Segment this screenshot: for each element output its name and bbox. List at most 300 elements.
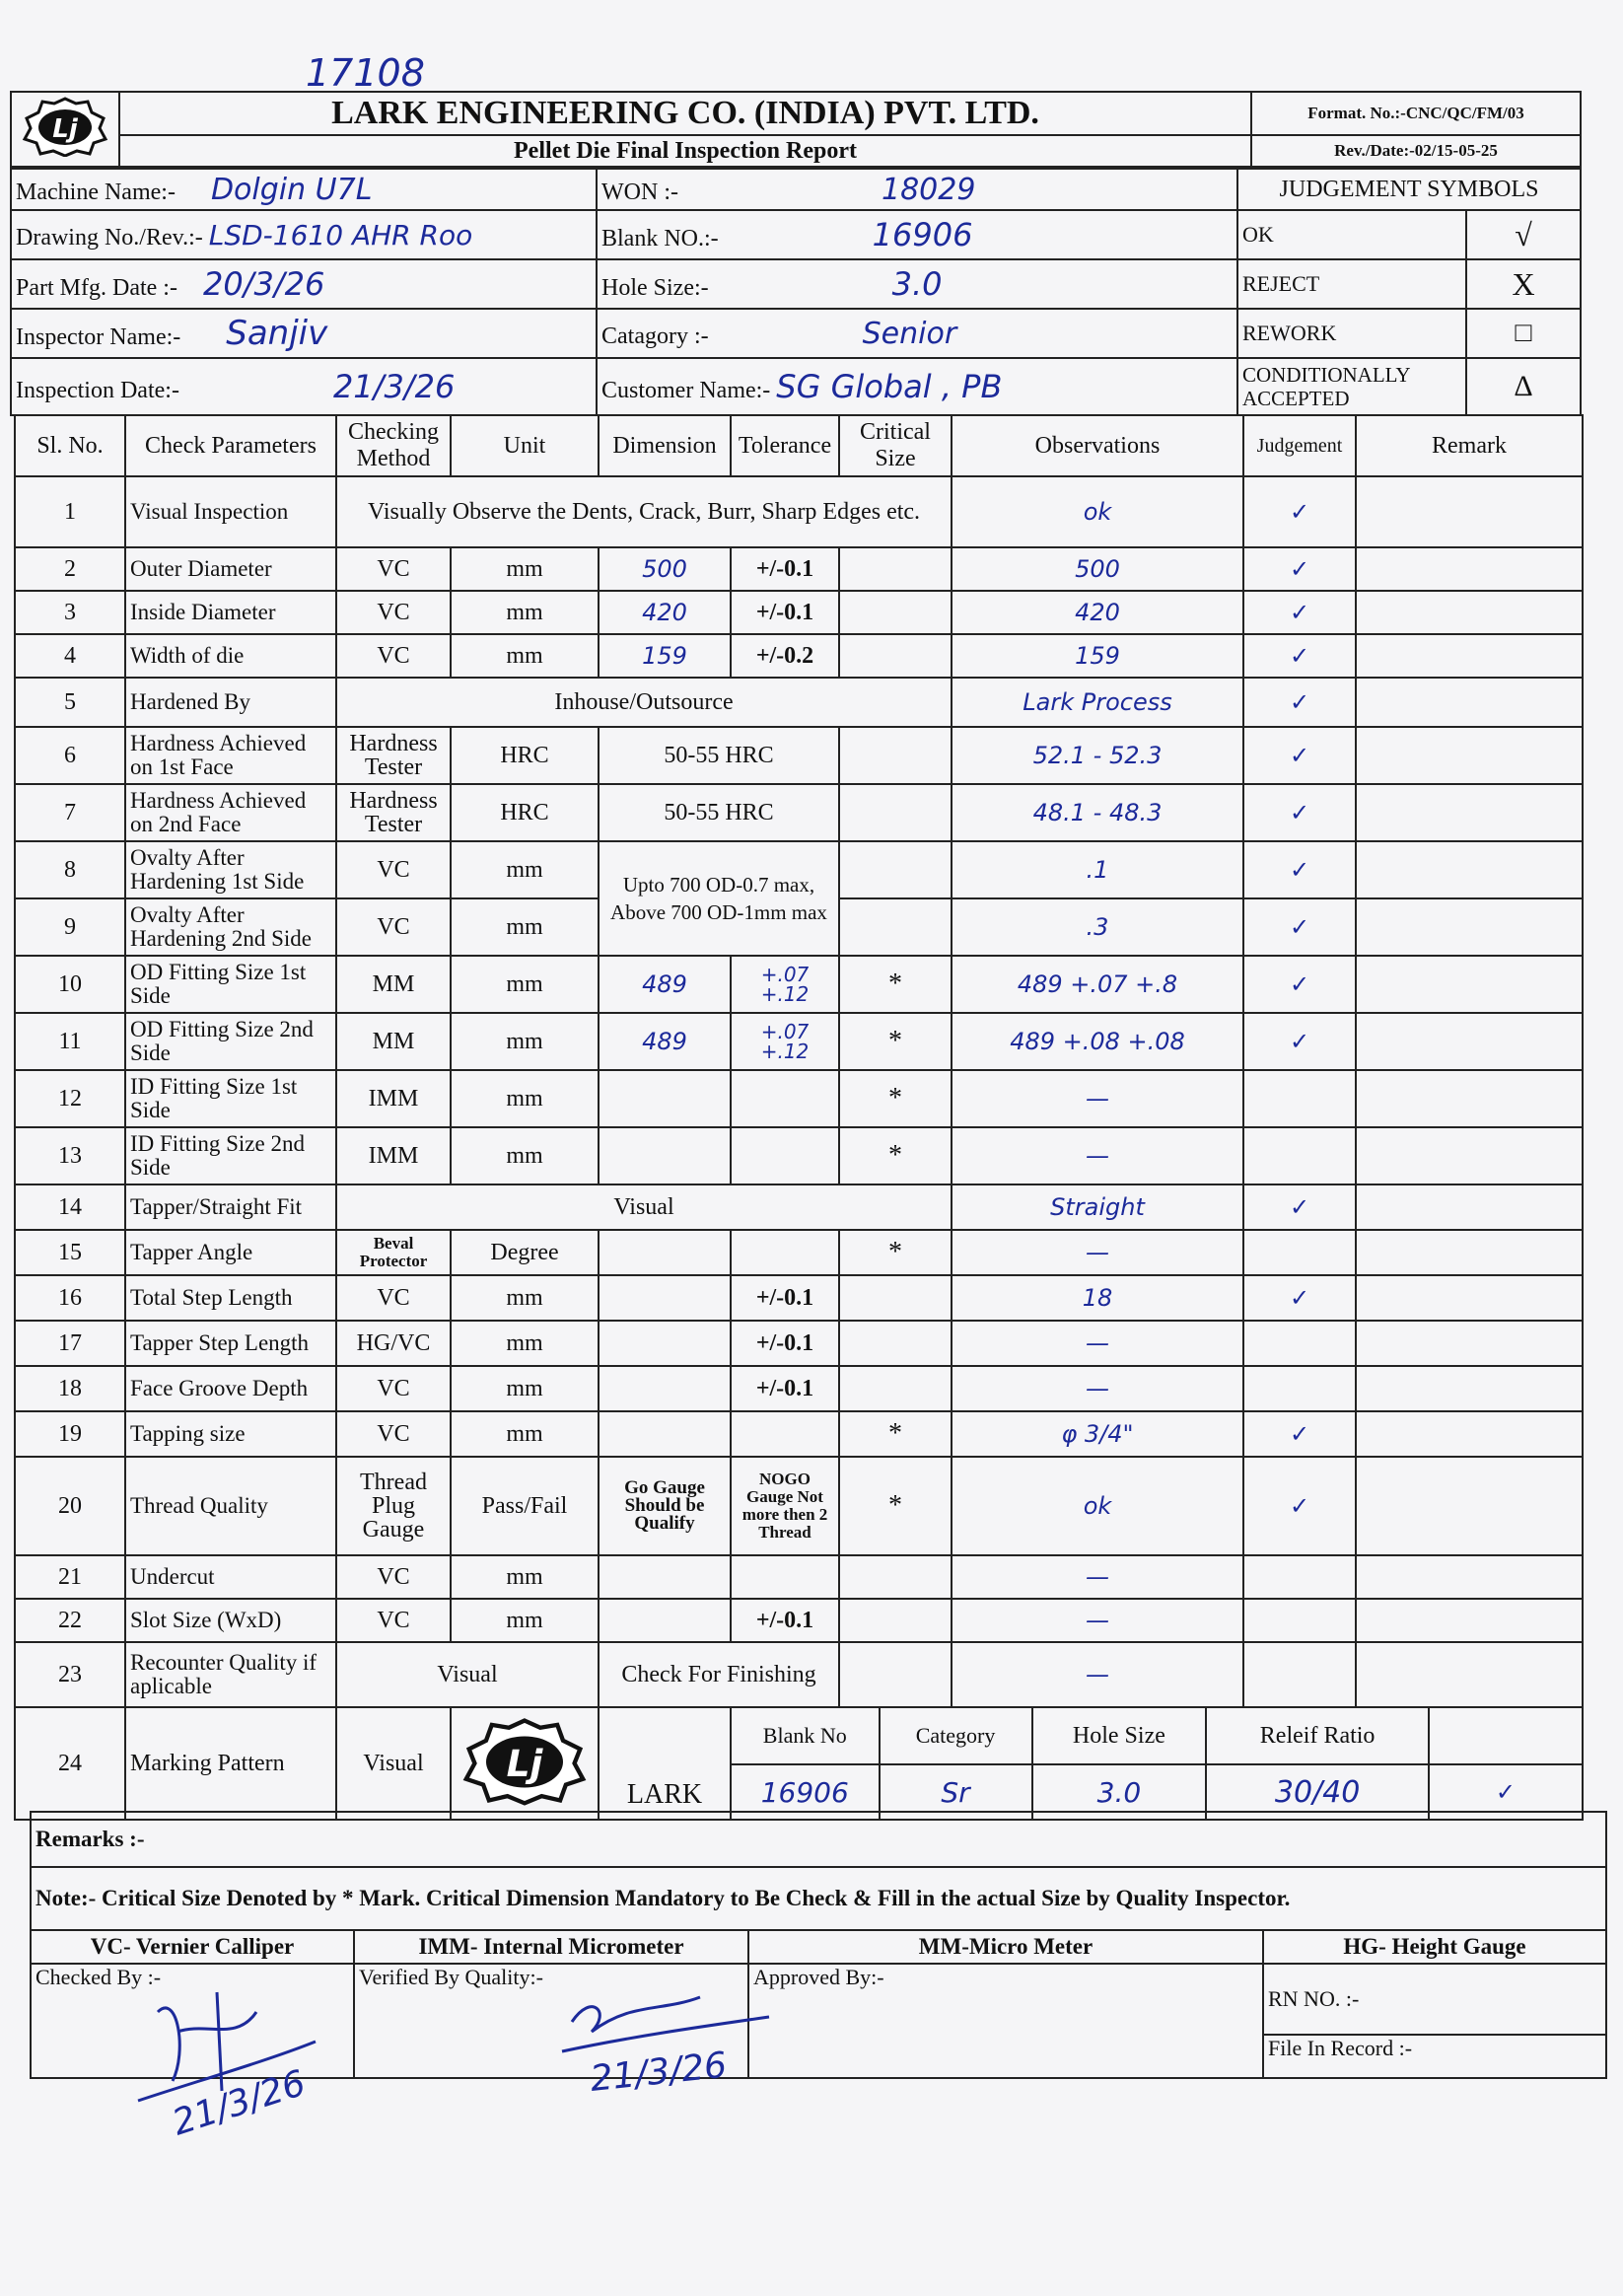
table-row xyxy=(15,841,1583,898)
row-param: Ovalty After Hardening 2nd Side xyxy=(125,898,336,956)
row-unit: mm xyxy=(451,898,599,956)
row-critical xyxy=(839,1642,952,1707)
verified-by: Verified By Quality:- xyxy=(354,1964,748,2078)
inspector-cell: Inspector Name:- Sanjiv xyxy=(11,309,597,358)
company-name: LARK ENGINEERING CO. (INDIA) PVT. LTD. xyxy=(119,92,1251,135)
marking-relief-val: 30/40 xyxy=(1206,1764,1429,1819)
row-observation: 159 xyxy=(952,634,1243,678)
row-no: 21 xyxy=(15,1555,125,1599)
svg-text:Lj: Lj xyxy=(506,1741,543,1785)
row-span-text: Inhouse/Outsource xyxy=(336,678,952,727)
row-unit: mm xyxy=(451,1555,599,1599)
table-row xyxy=(15,591,1583,634)
row-param: Tapping size xyxy=(125,1411,336,1457)
row-method: HG/VC xyxy=(336,1321,451,1366)
col-dimension: Dimension xyxy=(599,415,731,476)
row-dimtol: Check For Finishing xyxy=(599,1642,839,1707)
row-unit: Degree xyxy=(451,1230,599,1275)
row-observation: φ 3/4" xyxy=(952,1411,1243,1457)
inspection-table xyxy=(14,414,1584,1821)
row-judgement xyxy=(1243,1230,1356,1275)
row-tolerance: NOGO Gauge Not more then 2 Thread xyxy=(731,1457,839,1555)
inspector-value: Sanjiv xyxy=(226,314,328,353)
row-dimension xyxy=(599,1070,731,1127)
row-observation: ok xyxy=(952,1457,1243,1555)
row-no: 23 xyxy=(15,1642,125,1707)
row-unit: HRC xyxy=(451,727,599,784)
row-no: 3 xyxy=(15,591,125,634)
row-tolerance xyxy=(731,1555,839,1599)
header-info xyxy=(10,168,1582,416)
col-check-parameters: Check Parameters xyxy=(125,415,336,476)
table-row-marking xyxy=(15,1707,1583,1820)
row-tolerance: +/-0.1 xyxy=(731,1366,839,1411)
legend-mm: MM-Micro Meter xyxy=(748,1930,1263,1964)
row-dimension: 500 xyxy=(599,547,731,591)
row-tolerance xyxy=(731,1070,839,1127)
row-tolerance: +/-0.1 xyxy=(731,591,839,634)
row-method: Visual xyxy=(336,1642,599,1707)
row-no: 17 xyxy=(15,1321,125,1366)
table-row xyxy=(15,1411,1583,1457)
row-unit: mm xyxy=(451,1366,599,1411)
marking-cat-val: Sr xyxy=(880,1764,1032,1819)
row-param: OD Fitting Size 1st Side xyxy=(125,956,336,1013)
row-method: VC xyxy=(336,1275,451,1321)
judge-rework-label: REWORK xyxy=(1237,309,1466,358)
row-method: Visual xyxy=(336,1707,451,1820)
row-method: VC xyxy=(336,898,451,956)
row-param: Hardened By xyxy=(125,678,336,727)
col-checking-method: Checking Method xyxy=(336,415,451,476)
row-judgement: ✓ xyxy=(1243,1184,1356,1230)
row-remark xyxy=(1356,1642,1583,1707)
row-method: VC xyxy=(336,547,451,591)
row-tolerance xyxy=(731,1411,839,1457)
row-observation: — xyxy=(952,1230,1243,1275)
row-observation: 52.1 - 52.3 xyxy=(952,727,1243,784)
table-row xyxy=(15,1457,1583,1555)
row-no: 12 xyxy=(15,1070,125,1127)
customer-cell: Customer Name:- SG Global , PB xyxy=(597,358,1237,415)
row-param: Recounter Quality if aplicable xyxy=(125,1642,336,1707)
judge-ok-label: OK xyxy=(1237,210,1466,259)
row-observation: — xyxy=(952,1366,1243,1411)
svg-text:21/3/26: 21/3/26 xyxy=(588,2045,729,2100)
format-no: Format. No.:-CNC/QC/FM/03 xyxy=(1251,92,1581,135)
row-no: 7 xyxy=(15,784,125,841)
drawing-no-value: LSD-1610 AHR Roo xyxy=(208,218,473,251)
row-critical xyxy=(839,841,952,898)
row-method: Beval Protector xyxy=(336,1230,451,1275)
row-judgement xyxy=(1243,1070,1356,1127)
signature-verifier xyxy=(552,1982,789,2101)
row-method: VC xyxy=(336,1555,451,1599)
report-title: Pellet Die Final Inspection Report xyxy=(119,135,1251,167)
col-tolerance: Tolerance xyxy=(731,415,839,476)
row-critical: * xyxy=(839,1457,952,1555)
col-judgement: Judgement xyxy=(1243,415,1356,476)
legend-vc: VC- Vernier Calliper xyxy=(31,1930,354,1964)
blank-no-cell: Blank NO.:- 16906 xyxy=(597,210,1237,259)
machine-name-value: Dolgin U7L xyxy=(210,172,373,207)
row-judgement xyxy=(1243,1366,1356,1411)
rev-date: Rev./Date:-02/15-05-25 xyxy=(1251,135,1581,167)
col-remark: Remark xyxy=(1356,415,1583,476)
row-unit: mm xyxy=(451,1411,599,1457)
row-unit: mm xyxy=(451,634,599,678)
row-remark xyxy=(1356,591,1583,634)
row-unit: mm xyxy=(451,841,599,898)
row-remark xyxy=(1356,1230,1583,1275)
row-critical xyxy=(839,634,952,678)
row-dimension xyxy=(599,1599,731,1642)
row-dimension: 489 xyxy=(599,1013,731,1070)
row-remark xyxy=(1356,634,1583,678)
row-critical: * xyxy=(839,1070,952,1127)
row-param: Slot Size (WxD) xyxy=(125,1599,336,1642)
row-observation: Lark Process xyxy=(952,678,1243,727)
row-judgement: ✓ xyxy=(1243,476,1356,547)
row-remark xyxy=(1356,956,1583,1013)
logo-icon xyxy=(460,1715,589,1806)
row-unit: mm xyxy=(451,956,599,1013)
row-remark xyxy=(1356,476,1583,547)
table-row xyxy=(15,476,1583,547)
row-method: Hardness Tester xyxy=(336,727,451,784)
row-judgement: ✓ xyxy=(1243,1411,1356,1457)
judge-ok-symbol: √ xyxy=(1466,210,1581,259)
row-method: VC xyxy=(336,591,451,634)
row-observation: Straight xyxy=(952,1184,1243,1230)
row-unit: Pass/Fail xyxy=(451,1457,599,1555)
row-method: Hardness Tester xyxy=(336,784,451,841)
marking-relief-hdr: Releif Ratio xyxy=(1206,1708,1429,1764)
table-row xyxy=(15,1070,1583,1127)
col-critical-size: Critical Size xyxy=(839,415,952,476)
row-judgement: ✓ xyxy=(1243,1013,1356,1070)
row-dimension xyxy=(599,1275,731,1321)
row-method: Thread Plug Gauge xyxy=(336,1457,451,1555)
won-value: 18029 xyxy=(881,172,976,207)
table-row xyxy=(15,678,1583,727)
doc-number: 17108 xyxy=(306,51,425,95)
row-observation: — xyxy=(952,1599,1243,1642)
table-body xyxy=(15,476,1583,1707)
row-method: IMM xyxy=(336,1070,451,1127)
row-dimtol: 50-55 HRC xyxy=(599,727,839,784)
row-tolerance xyxy=(731,1230,839,1275)
row-critical xyxy=(839,1321,952,1366)
row-dimension: Go Gauge Should be Qualify xyxy=(599,1457,731,1555)
row-no: 22 xyxy=(15,1599,125,1642)
table-row xyxy=(15,1599,1583,1642)
row-param: Face Groove Depth xyxy=(125,1366,336,1411)
row-judgement: ✓ xyxy=(1243,727,1356,784)
judge-rework-symbol: □ xyxy=(1466,309,1581,358)
row-param: Thread Quality xyxy=(125,1457,336,1555)
row-span-text: Visual xyxy=(336,1184,952,1230)
row-remark xyxy=(1356,1070,1583,1127)
row-observation: 18 xyxy=(952,1275,1243,1321)
category-cell: Catagory :- Senior xyxy=(597,309,1237,358)
table-row xyxy=(15,1555,1583,1599)
hole-size-cell: Hole Size:- 3.0 xyxy=(597,259,1237,309)
won-cell: WON :- 18029 xyxy=(597,169,1237,210)
row-method: VC xyxy=(336,1599,451,1642)
row-param: Total Step Length xyxy=(125,1275,336,1321)
row-observation: ok xyxy=(952,476,1243,547)
row-param: Width of die xyxy=(125,634,336,678)
row-param: Outer Diameter xyxy=(125,547,336,591)
row-remark xyxy=(1356,1321,1583,1366)
table-row xyxy=(15,634,1583,678)
row-method: VC xyxy=(336,634,451,678)
hole-size-value: 3.0 xyxy=(891,265,943,303)
row-judgement: ✓ xyxy=(1243,898,1356,956)
row-critical xyxy=(839,591,952,634)
row-param: Tapper Angle xyxy=(125,1230,336,1275)
row-critical: * xyxy=(839,1127,952,1184)
row-judgement: ✓ xyxy=(1243,634,1356,678)
row-critical xyxy=(839,784,952,841)
row-param: Ovalty After Hardening 1st Side xyxy=(125,841,336,898)
row-method: MM xyxy=(336,1013,451,1070)
row-unit: mm xyxy=(451,1127,599,1184)
row-observation: — xyxy=(952,1555,1243,1599)
row-observation: — xyxy=(952,1321,1243,1366)
judgement-title: JUDGEMENT SYMBOLS xyxy=(1237,169,1581,210)
col-sl-no: Sl. No. xyxy=(15,415,125,476)
row-remark xyxy=(1356,784,1583,841)
row-judgement: ✓ xyxy=(1243,956,1356,1013)
row-dimension xyxy=(599,1321,731,1366)
row-no: 2 xyxy=(15,547,125,591)
row-no: 14 xyxy=(15,1184,125,1230)
row-remark xyxy=(1356,898,1583,956)
col-unit: Unit xyxy=(451,415,599,476)
title-block xyxy=(10,91,1582,168)
row-unit: mm xyxy=(451,1013,599,1070)
row-remark xyxy=(1356,1013,1583,1070)
row-critical xyxy=(839,547,952,591)
row-tolerance: +/-0.1 xyxy=(731,1321,839,1366)
row-remark xyxy=(1356,1411,1583,1457)
row-no: 1 xyxy=(15,476,125,547)
row-method: MM xyxy=(336,956,451,1013)
row-remark xyxy=(1356,1275,1583,1321)
table-header-row xyxy=(15,415,1583,476)
row-remark xyxy=(1356,1127,1583,1184)
row-param: ID Fitting Size 1st Side xyxy=(125,1070,336,1127)
row-dimtol: 50-55 HRC xyxy=(599,784,839,841)
row-remark xyxy=(1356,678,1583,727)
row-judgement: ✓ xyxy=(1243,1275,1356,1321)
row-judgement xyxy=(1243,1642,1356,1707)
row-method: VC xyxy=(336,841,451,898)
marking-lark: LARK xyxy=(599,1707,731,1820)
row-critical xyxy=(839,727,952,784)
checked-by: Checked By :- xyxy=(31,1964,354,2078)
marking-logo xyxy=(451,1707,599,1820)
row-observation: .1 xyxy=(952,841,1243,898)
row-param: Tapper Step Length xyxy=(125,1321,336,1366)
marking-blank-val: 16906 xyxy=(732,1764,880,1819)
row-tolerance: +/-0.1 xyxy=(731,1275,839,1321)
row-no: 20 xyxy=(15,1457,125,1555)
judge-conditional-label: CONDITIONALLY ACCEPTED xyxy=(1237,358,1466,415)
marking-hole-hdr: Hole Size xyxy=(1032,1708,1207,1764)
row-no: 4 xyxy=(15,634,125,678)
row-critical: * xyxy=(839,1230,952,1275)
row-param: Hardness Achieved on 2nd Face xyxy=(125,784,336,841)
mfg-date-value: 20/3/26 xyxy=(202,265,325,303)
row-observation: — xyxy=(952,1070,1243,1127)
row-param: ID Fitting Size 2nd Side xyxy=(125,1127,336,1184)
row-judgement: ✓ xyxy=(1243,784,1356,841)
marking-blank-hdr: Blank No xyxy=(732,1708,880,1764)
row-observation: 500 xyxy=(952,547,1243,591)
row-remark xyxy=(1356,727,1583,784)
judge-reject-label: REJECT xyxy=(1237,259,1466,309)
row-critical xyxy=(839,898,952,956)
row-critical xyxy=(839,1366,952,1411)
row-observation: — xyxy=(952,1127,1243,1184)
marking-subgrid xyxy=(731,1707,1583,1820)
row-remark xyxy=(1356,1184,1583,1230)
marking-hole-val: 3.0 xyxy=(1032,1764,1207,1819)
row-no: 8 xyxy=(15,841,125,898)
table-row xyxy=(15,1366,1583,1411)
row-dimension xyxy=(599,1411,731,1457)
row-no: 24 xyxy=(15,1707,125,1820)
row-remark xyxy=(1356,1599,1583,1642)
row-no: 11 xyxy=(15,1013,125,1070)
table-row xyxy=(15,1127,1583,1184)
row-dimension: 159 xyxy=(599,634,731,678)
row-no: 18 xyxy=(15,1366,125,1411)
row-dimtol: Upto 700 OD-0.7 max, Above 700 OD-1mm max xyxy=(599,841,839,956)
table-row xyxy=(15,1321,1583,1366)
file-in-record: File In Record :- xyxy=(1263,2035,1606,2078)
approved-by: Approved By:- xyxy=(748,1964,1263,2078)
row-dimension xyxy=(599,1555,731,1599)
drawing-no-cell: Drawing No./Rev.:- LSD-1610 AHR Roo xyxy=(11,210,597,259)
table-row xyxy=(15,1230,1583,1275)
row-dimension xyxy=(599,1127,731,1184)
row-judgement xyxy=(1243,1555,1356,1599)
row-dimension xyxy=(599,1366,731,1411)
table-row xyxy=(15,956,1583,1013)
row-unit: mm xyxy=(451,1321,599,1366)
row-param: Tapper/Straight Fit xyxy=(125,1184,336,1230)
svg-text:21/3/26: 21/3/26 xyxy=(168,2062,311,2144)
row-no: 5 xyxy=(15,678,125,727)
row-no: 10 xyxy=(15,956,125,1013)
row-span-text: Visually Observe the Dents, Crack, Burr, Sharp Edges etc. xyxy=(336,476,952,547)
legend-imm: IMM- Internal Micrometer xyxy=(354,1930,748,1964)
row-unit: mm xyxy=(451,591,599,634)
customer-value: SG Global , PB xyxy=(776,368,1003,405)
row-observation: 48.1 - 48.3 xyxy=(952,784,1243,841)
row-method: VC xyxy=(336,1411,451,1457)
note-text: Note:- Critical Size Denoted by * Mark. Critical Dimension Mandatory to Be Check & Fill in the actual Size by Quality Inspector. xyxy=(31,1867,1606,1930)
row-judgement: ✓ xyxy=(1243,1457,1356,1555)
row-critical: * xyxy=(839,956,952,1013)
row-tolerance xyxy=(731,1127,839,1184)
row-no: 15 xyxy=(15,1230,125,1275)
legend-hg: HG- Height Gauge xyxy=(1263,1930,1606,1964)
table-row xyxy=(15,784,1583,841)
row-dimension xyxy=(599,1230,731,1275)
row-remark xyxy=(1356,1555,1583,1599)
row-critical: * xyxy=(839,1411,952,1457)
blank-no-value: 16906 xyxy=(872,216,973,253)
row-unit: mm xyxy=(451,1070,599,1127)
row-observation: 489 +.08 +.08 xyxy=(952,1013,1243,1070)
row-judgement: ✓ xyxy=(1243,591,1356,634)
judge-conditional-symbol: Δ xyxy=(1466,358,1581,415)
row-unit: mm xyxy=(451,547,599,591)
row-param: Hardness Achieved on 1st Face xyxy=(125,727,336,784)
machine-name-cell: Machine Name:- Dolgin U7L xyxy=(11,169,597,210)
row-judgement xyxy=(1243,1127,1356,1184)
table-row xyxy=(15,1013,1583,1070)
row-remark xyxy=(1356,547,1583,591)
judge-reject-symbol: X xyxy=(1466,259,1581,309)
row-tolerance: +/-0.1 xyxy=(731,547,839,591)
row-critical: * xyxy=(839,1013,952,1070)
row-critical xyxy=(839,1275,952,1321)
row-param: Visual Inspection xyxy=(125,476,336,547)
row-remark xyxy=(1356,1457,1583,1555)
row-observation: .3 xyxy=(952,898,1243,956)
remarks-label: Remarks :- xyxy=(31,1812,1606,1867)
inspection-date-value: 21/3/26 xyxy=(332,368,456,405)
row-critical xyxy=(839,1599,952,1642)
row-judgement xyxy=(1243,1599,1356,1642)
svg-text:Lj: Lj xyxy=(52,113,78,144)
row-no: 19 xyxy=(15,1411,125,1457)
table-row xyxy=(15,1184,1583,1230)
logo-icon xyxy=(21,96,109,157)
row-judgement: ✓ xyxy=(1243,841,1356,898)
category-value: Senior xyxy=(862,316,957,351)
row-param: Marking Pattern xyxy=(125,1707,336,1820)
rn-no: RN NO. :- xyxy=(1263,1964,1606,2035)
row-no: 13 xyxy=(15,1127,125,1184)
signature-checker xyxy=(118,1973,335,2150)
company-logo xyxy=(11,92,119,167)
row-observation: — xyxy=(952,1642,1243,1707)
row-no: 6 xyxy=(15,727,125,784)
row-tolerance: +.07 +.12 xyxy=(731,1013,839,1070)
row-no: 16 xyxy=(15,1275,125,1321)
row-judgement: ✓ xyxy=(1243,678,1356,727)
table-row xyxy=(15,1642,1583,1707)
mfg-date-cell: Part Mfg. Date :- 20/3/26 xyxy=(11,259,597,309)
row-dimension: 420 xyxy=(599,591,731,634)
inspection-date-cell: Inspection Date:- 21/3/26 xyxy=(11,358,597,415)
row-method: VC xyxy=(336,1366,451,1411)
table-row xyxy=(15,1275,1583,1321)
row-unit: mm xyxy=(451,1275,599,1321)
row-observation: 420 xyxy=(952,591,1243,634)
table-row xyxy=(15,727,1583,784)
col-observations: Observations xyxy=(952,415,1243,476)
row-method: IMM xyxy=(336,1127,451,1184)
row-tolerance: +/-0.1 xyxy=(731,1599,839,1642)
